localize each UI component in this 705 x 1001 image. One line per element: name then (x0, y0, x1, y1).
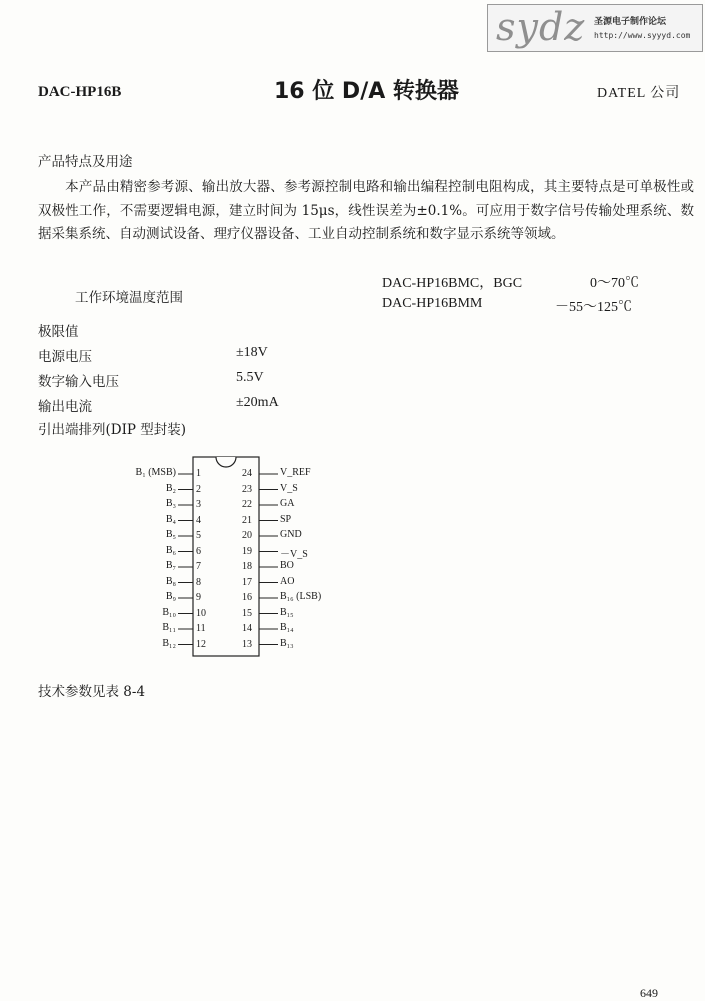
temp-row-model: DAC-HP16BMC，BGC (382, 276, 523, 291)
pin-label-right: V_S (280, 482, 298, 494)
pin-label-right: GA (280, 498, 295, 509)
pin-label-left: B₉ (165, 591, 176, 602)
pin-label-left: B₇ (165, 560, 176, 571)
pin-label-left: B₁ (MSB) (135, 467, 176, 478)
pin-number-left: 4 (196, 514, 201, 526)
temp-row-model: DAC-HP16BMM (382, 296, 483, 311)
pin-label-right: V_REF (280, 467, 311, 478)
pin-number-left: 8 (196, 576, 201, 588)
logo-text: sydz (496, 5, 586, 49)
page-title: 16 位 D/A 转换器 (274, 79, 459, 104)
pin-number-left: 11 (196, 623, 206, 634)
pin-number-right: 15 (242, 607, 252, 619)
limit-value: 5.5V (236, 370, 264, 385)
chip-notch (216, 457, 236, 467)
pin-number-right: 18 (242, 561, 252, 572)
limit-name: 电源电压 (38, 349, 92, 365)
pinout-heading: 引出端排列(DIP 型封装) (38, 422, 187, 438)
pin-label-right: B₁₄ (280, 622, 294, 633)
table-reference: 技术参数见表 8-4 (38, 684, 146, 700)
pin-label-left: B₆ (165, 544, 176, 556)
pin-label-right: AO (280, 575, 295, 587)
pin-number-right: 24 (242, 468, 252, 479)
pin-number-right: 20 (242, 530, 252, 541)
limit-name: 数字输入电压 (38, 374, 119, 390)
limit-value: ±20mA (236, 395, 279, 410)
pin-number-right: 16 (242, 592, 252, 603)
logo-url: http://www.syyyd.com (594, 31, 691, 40)
pin-number-left: 2 (196, 483, 201, 495)
pin-label-right: BO (280, 560, 294, 571)
limit-value: ±18V (236, 345, 268, 360)
pin-label-right: GND (280, 529, 302, 540)
pin-label-left: B₃ (165, 498, 176, 509)
pin-label-right: B₁₅ (280, 606, 294, 618)
pin-number-right: 22 (242, 499, 252, 510)
pin-label-right: B₁₆ (LSB) (280, 591, 322, 602)
pin-number-right: 21 (242, 514, 252, 526)
temp-row-range: －55～125℃ (555, 300, 632, 315)
pin-label-left: B₈ (165, 575, 176, 587)
pin-number-left: 10 (196, 607, 206, 619)
pin-number-left: 3 (196, 499, 201, 510)
pin-label-right: －V_S (280, 548, 308, 560)
pin-number-right: 13 (242, 638, 252, 650)
limits-heading: 极限值 (38, 324, 79, 340)
pin-number-right: 19 (242, 545, 252, 557)
pin-label-left: B₁₀ (162, 606, 176, 618)
pin-number-left: 7 (196, 561, 201, 572)
temp-range-label: 工作环境温度范围 (75, 290, 183, 306)
pin-label-left: B₅ (165, 529, 176, 540)
pin-number-left: 5 (196, 530, 201, 541)
pin-number-left: 6 (196, 545, 201, 557)
pin-number-right: 14 (242, 623, 252, 634)
features-heading: 产品特点及用途 (38, 154, 133, 170)
pin-number-left: 9 (196, 592, 201, 603)
pin-label-right: B₁₃ (280, 637, 294, 649)
pin-label-left: B₄ (165, 513, 176, 525)
pin-label-left: B₂ (165, 482, 176, 494)
logo-site-name: 圣源电子制作论坛 (594, 17, 667, 27)
features-paragraph-text: 本产品由精密参考源、输出放大器、参考源控制电路和输出编程控制电阻构成，其主要特点是可单极性或双极性工作，不需要逻辑电源，建立时间为 15μs，线性误差为±0.1%。可应用于数字信号传输处理系统、数据采集系统、自动测试设备、理疗仪器设备、工业自动控制系统和数字显示系统等领域。 (38, 179, 694, 242)
limit-name: 输出电流 (38, 399, 92, 415)
pin-label-left: B₁₁ (162, 622, 176, 633)
page-number: 649 (640, 986, 658, 1000)
pin-label-right: SP (280, 513, 292, 525)
pin-number-right: 23 (242, 483, 252, 495)
pin-number-left: 12 (196, 638, 206, 650)
chip-body (178, 457, 278, 656)
temp-row-range: 0～70℃ (590, 276, 639, 291)
pin-label-left: B₁₂ (162, 637, 176, 649)
header-part-number: DAC-HP16B (38, 84, 122, 100)
pin-number-right: 17 (242, 576, 252, 588)
pin-number-left: 1 (196, 468, 201, 479)
header-manufacturer: DATEL 公司 (597, 86, 681, 101)
